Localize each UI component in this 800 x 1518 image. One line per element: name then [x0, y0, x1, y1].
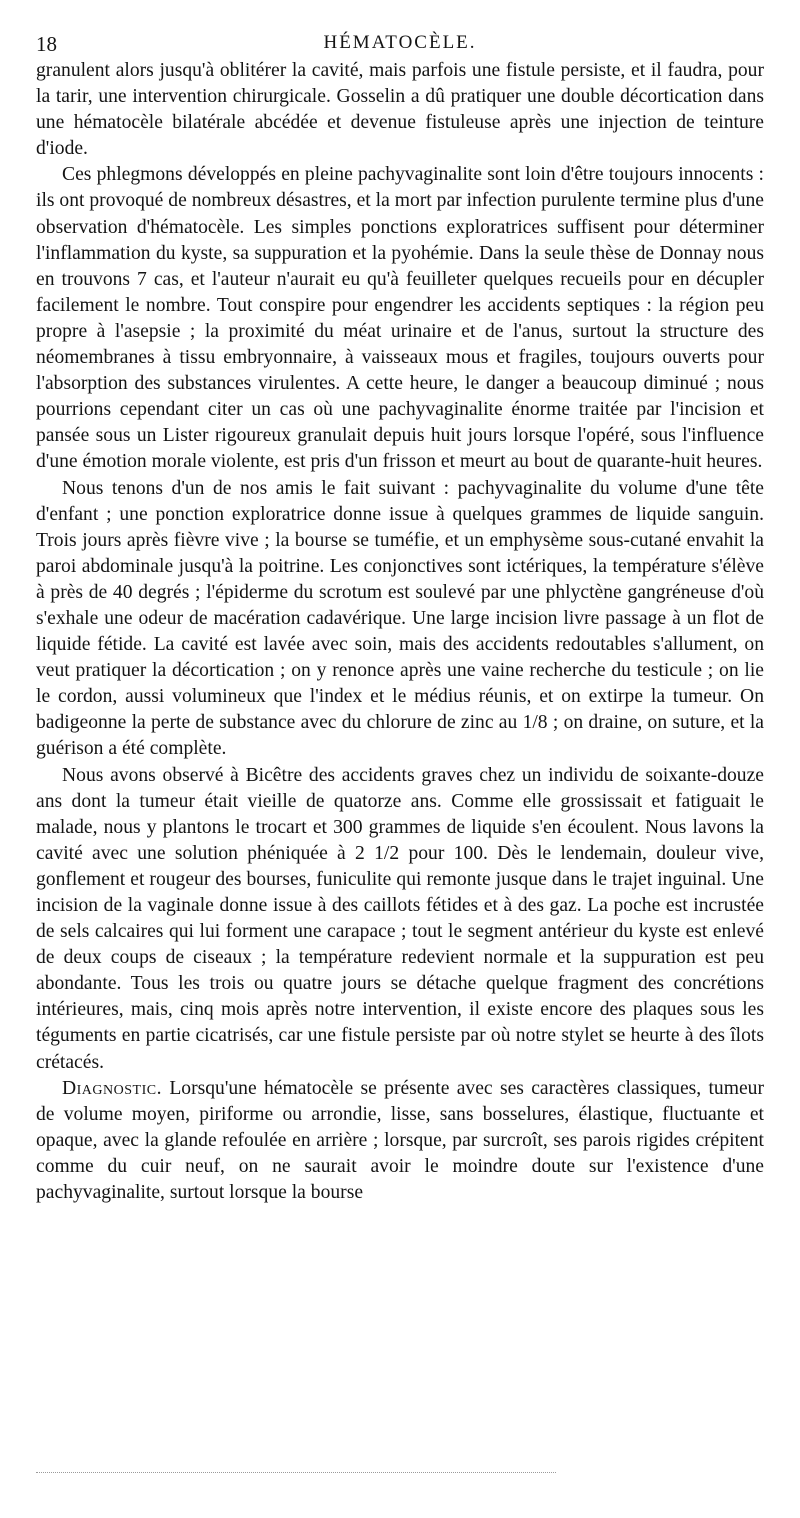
paragraph-case-bicetre-text: Nous avons observé à Bicêtre des accidents graves chez un individu de soixante-douze ans dont la tumeur était vieille de quatorze ans. Comme elle grossissait et fatiguait le malade, nous y plantons le trocart et 300 grammes de liquide s'en écoulent. Nous lavons la cavité avec une solution phéniquée à 2 1/2 pour 100. Dès le lendemain, douleur vive, gonflement et rougeur des bourses, funiculite qui remonte jusque dans le trajet inguinal. Une incision de la vaginale donne issue à des caillots fétides et à des gaz. La poche est incrustée de sels calcaires qui lui forment une carapace ; tout le segment antérieur du kyste est enlevé de deux coups de ciseaux ; la température redevient normale et la suppuration est peu abondante. Tous les trois ou quatre jours se détache quelque fragment des concrétions intérieures, mais, cinq mois après notre intervention, il existe encore des plaques sous les téguments en partie cicatrisés, car une fistule persiste par où notre stylet se heurte à des îlots crétacés. [36, 764, 764, 1073]
book-page [36, 28, 764, 1206]
paragraph-case-bicetre [36, 763, 764, 1076]
footer-dotted-rule [36, 1472, 556, 1473]
body-text [36, 58, 764, 1206]
page-number: 18 [36, 32, 57, 56]
section-heading-diagnostic: Diagnostic. [62, 1077, 162, 1099]
paragraph-diagnostic-text: Lorsqu'une hématocèle se présente avec ses caractères classiques, tumeur de volume moyen, piriforme ou arrondie, lisse, sans bosselures, élastique, fluctuante et opaque, avec la glande refoulée en arrière ; lorsque, par surcroît, ses parois rigides crépitent comme du cuir neuf, on ne saurait avoir le moindre doute sur l'existence d'une pachyvaginalite, surtout lorsque la bourse [36, 1077, 764, 1204]
paragraph-case-friend: Nous tenons d'un de nos amis le fait suivant : pachyvaginalite du volume d'une tête d'enfant ; une ponction exploratrice donne issue à quelques grammes de liquide sanguin. Trois jours après fièvre vive ; la bourse se tuméfie, et un emphysème sous-cutané envahit la paroi abdominale jusqu'à la poitrine. Les conjonctives sont ictériques, la température s'élève à près de 40 degrés ; l'épiderme du scrotum est soulevé par une phlyctène gangréneuse d'où s'exhale une odeur de macération cadavérique. Une large incision livre passage à un flot de liquide fétide. La cavité est lavée avec soin, mais des accidents redoutables s'allument, on veut pratiquer la décortication ; on y renonce après une vaine recherche du testicule ; on lie le cordon, aussi volumineux que l'index et le médius réunis, et on extirpe la tumeur. On badigeonne la perte de substance avec du chlorure de zinc au 1/8 ; on draine, on suture, et la guérison a été complète. [36, 477, 764, 760]
paragraph-phlegmons: Ces phlegmons développés en pleine pachyvaginalite sont loin d'être toujours innocents : ils ont provoqué de nombreux désastres, et la mort par infection purulente termine plus d'une observation d'hématocèle. Les simples ponctions exploratrices suffisent pour déterminer l'inflammation du kyste, sa suppuration et la pyohémie. Dans la seule thèse de Donnay nous en trouvons 7 cas, et l'auteur n'aurait eu qu'à feuilleter quelques recueils pour en décupler facilement le nombre. Tout conspire pour engendrer les accidents septiques : la région peu propre à l'asepsie ; la proximité du méat urinaire et de l'anus, surtout la structure des néomembranes à tissu embryonnaire, à vaisseaux mous et fragiles, toujours ouverts pour l'absorption des substances virulentes. A cette heure, le danger a beaucoup diminué ; nous pourrions cependant citer un cas où une pachyvaginalite énorme traitée par l'incision et pansée sous un Lister rigoureux granulait depuis huit jours lorsque l'opéré, sous l'influence d'une émotion morale violente, est pris d'un frisson et meurt au bout de quarante-huit heures. [36, 164, 764, 473]
page-header [36, 28, 764, 58]
running-title: HÉMATOCÈLE. [323, 32, 477, 53]
paragraph-diagnostic [36, 1076, 764, 1206]
paragraph-continuation: granulent alors jusqu'à oblitérer la cavité, mais parfois une fistule persiste, et il faudra, pour la tarir, une intervention chirurgicale. Gosselin a dû pratiquer une double décortication dans une hématocèle bilatérale abcédée et devenue fistuleuse après une injection de teinture d'iode. [36, 60, 764, 160]
